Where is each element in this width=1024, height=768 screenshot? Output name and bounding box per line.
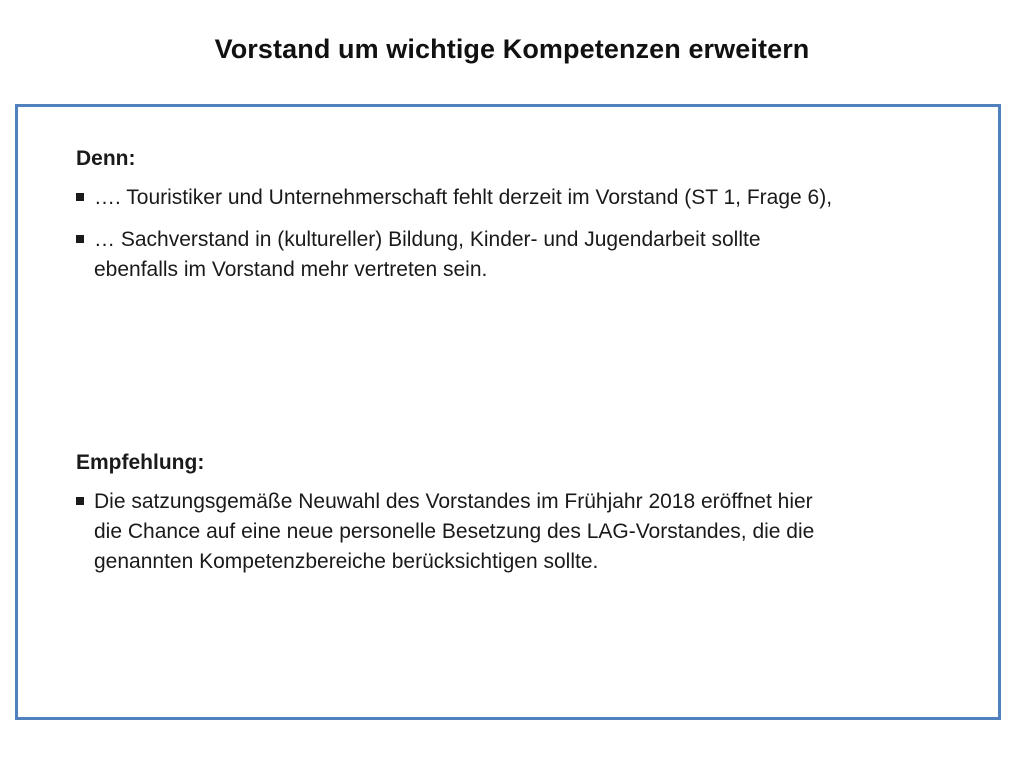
bullet-text: Die satzungsgemäße Neuwahl des Vorstandes im Frühjahr 2018 eröffnet hier die Chance auf eine neue personelle Besetzung des LAG-Vorstandes, die die genannten Kompetenzbereiche berücksichtigen sollte.	[94, 490, 815, 573]
square-bullet-icon	[76, 193, 84, 201]
bullet-item	[76, 183, 836, 213]
square-bullet-icon	[76, 235, 84, 243]
section-reasons	[76, 145, 836, 297]
bullet-item	[76, 225, 836, 285]
section-heading-recommendation: Empfehlung:	[76, 451, 205, 474]
section-recommendation	[76, 449, 836, 589]
bullet-item	[76, 487, 836, 577]
slide-title: Vorstand um wichtige Kompetenzen erweitern	[214, 34, 810, 64]
bullet-text: …. Touristiker und Unternehmerschaft fehlt derzeit im Vorstand (ST 1, Frage 6),	[94, 186, 833, 209]
bullet-list-recommendation	[76, 487, 836, 577]
bullet-list-reasons	[76, 183, 836, 285]
square-bullet-icon	[76, 497, 84, 505]
bullet-text: … Sachverstand in (kultureller) Bildung, Kinder- und Jugendarbeit sollte ebenfalls im Vorstand mehr vertreten sein.	[94, 228, 761, 281]
content-box	[15, 104, 1001, 720]
section-heading-reasons: Denn:	[76, 147, 136, 170]
